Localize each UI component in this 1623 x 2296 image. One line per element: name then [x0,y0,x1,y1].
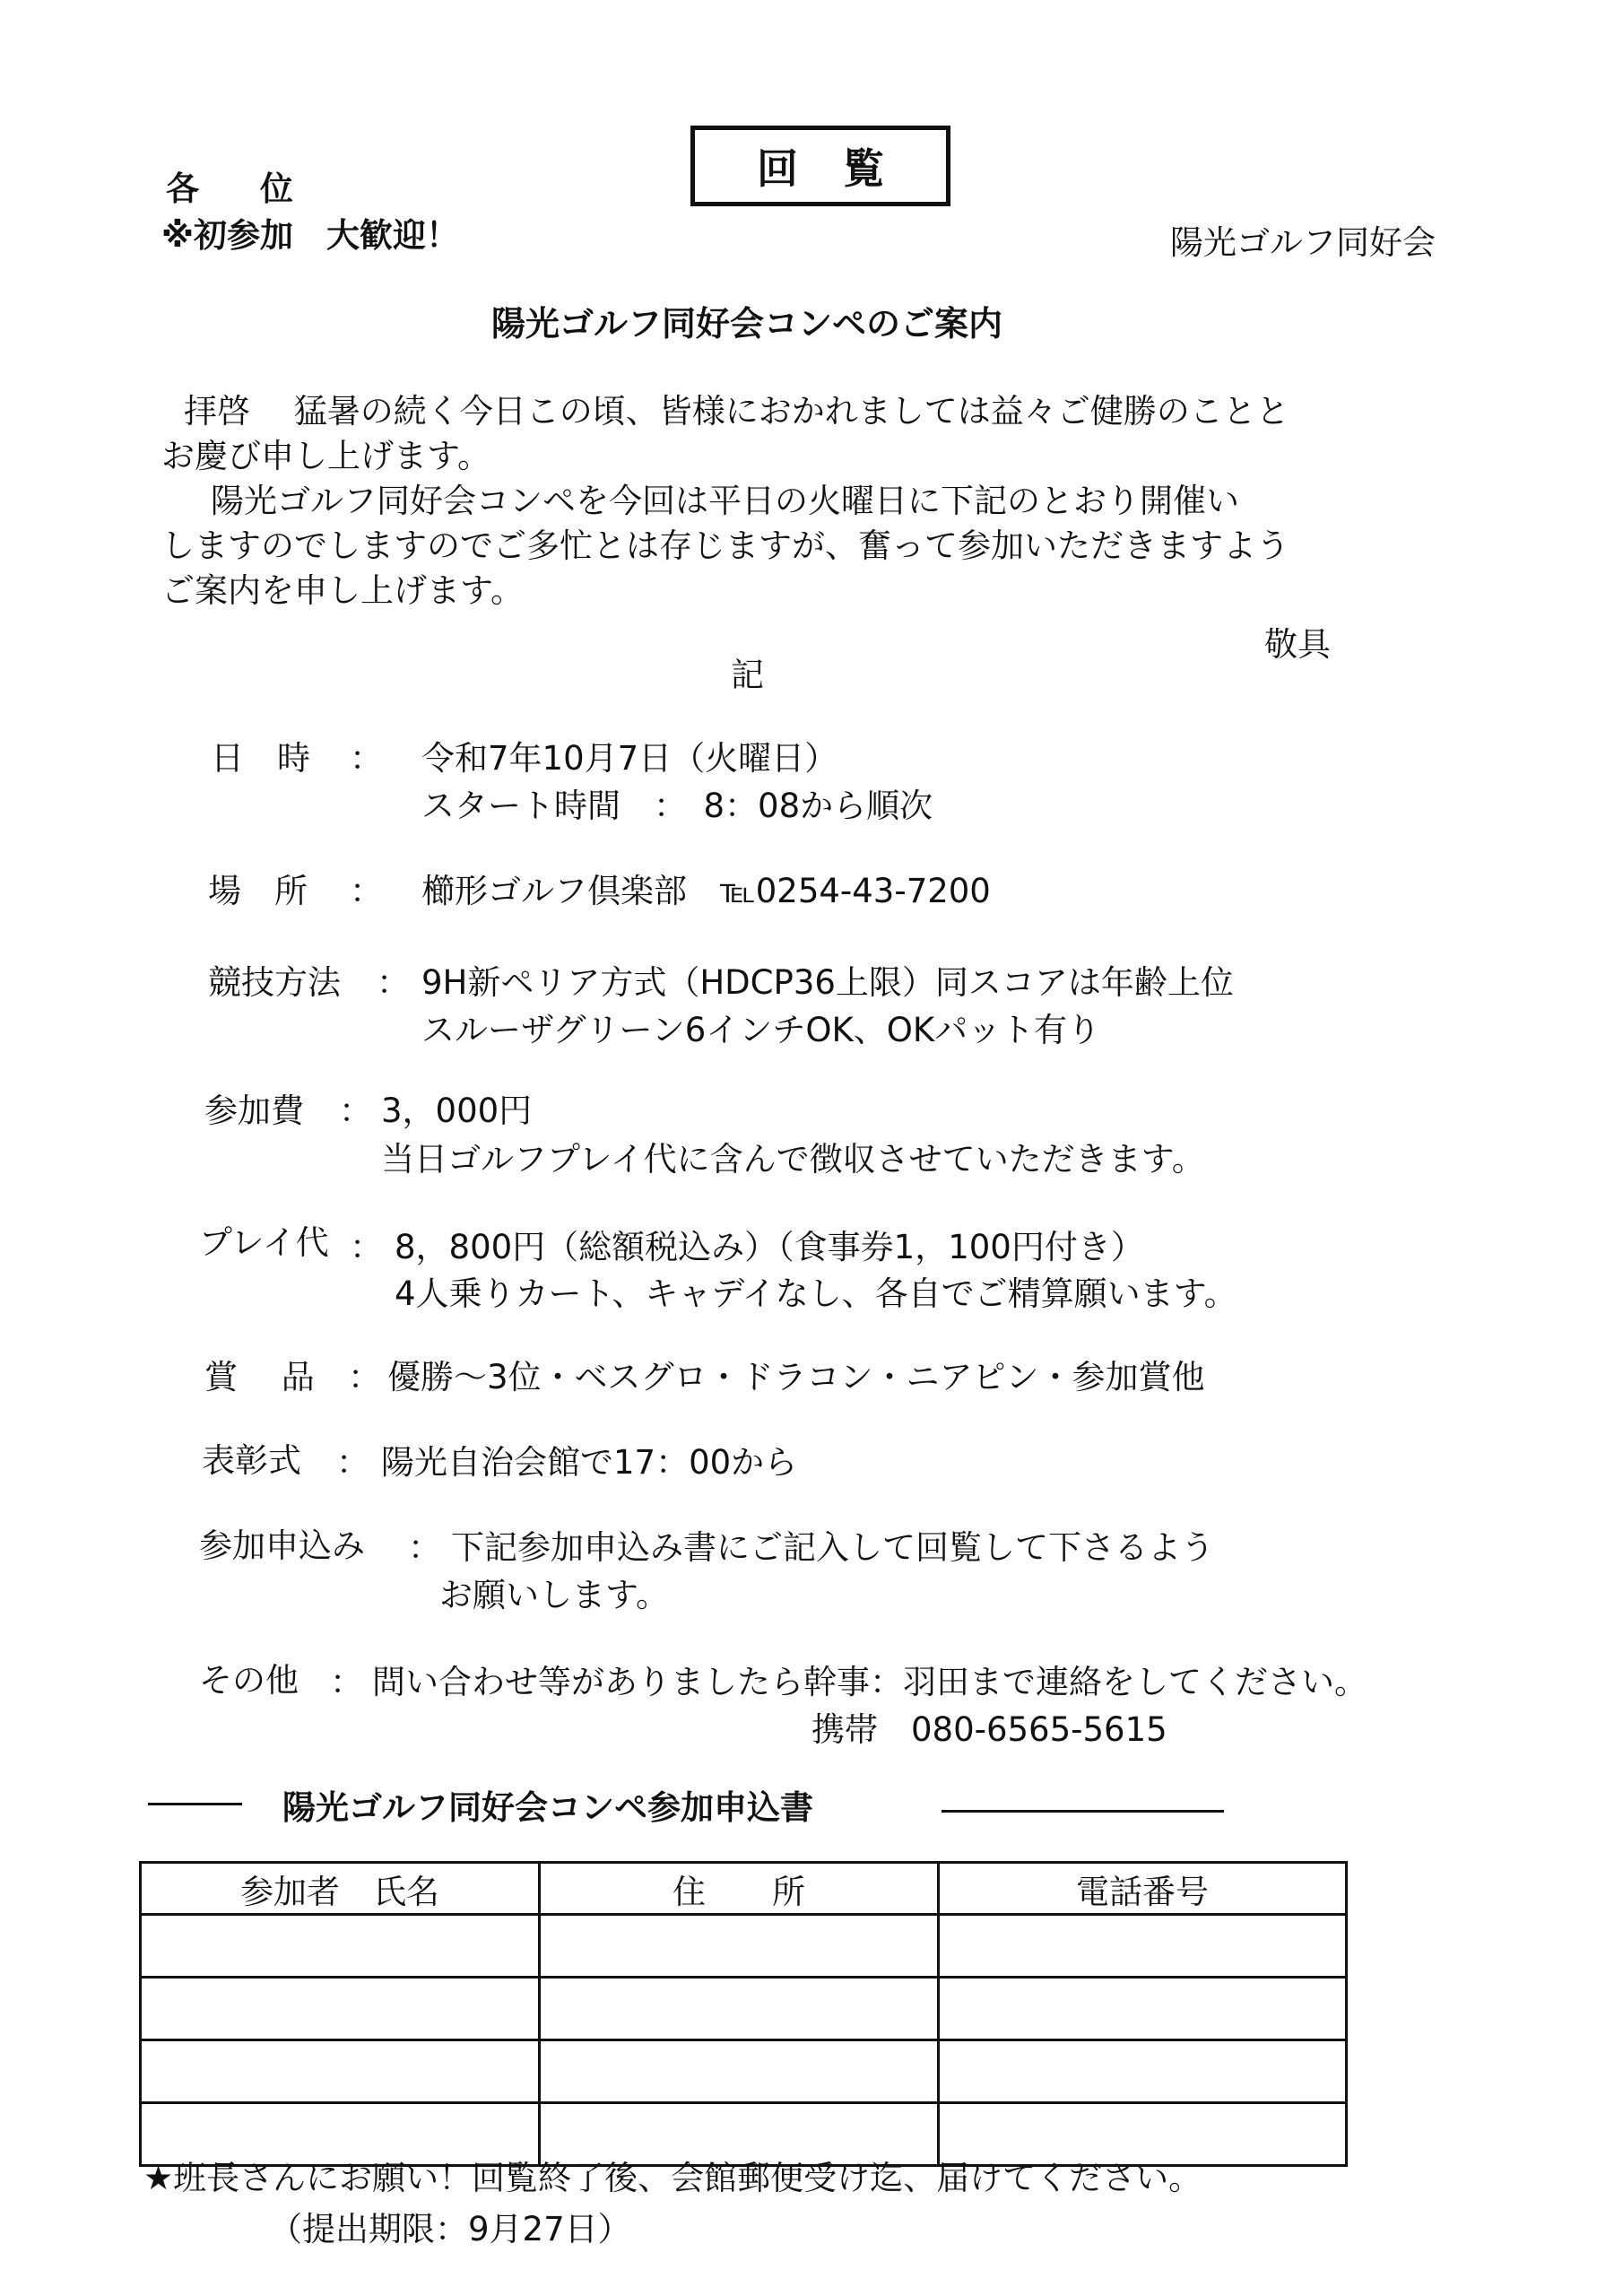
submission-deadline: （提出期限：9月27日） [269,2210,631,2248]
form-title: 陽光ゴルフ同好会コンペ参加申込書 [282,1788,813,1827]
phone-cell[interactable] [939,1978,1347,2040]
address-cell[interactable] [540,1978,939,2040]
detail-value: 問い合わせ等がありましたら幹事：羽田まで連絡をしてください。 [372,1663,1367,1701]
detail-label: 賞 品 [204,1358,315,1396]
detail-value: 下記参加申込み書にご記入して回覧して下さるよう [451,1528,1214,1567]
name-cell[interactable] [141,1978,540,2040]
detail-label: プレイ代 [199,1223,329,1262]
detail-value: 当日ゴルフプレイ代に含んで徴収させていただきます。 [381,1140,1205,1178]
detail-value: 優勝～3位・ベスグロ・ドラコン・ニアピン・参加賞他 [387,1358,1205,1396]
closing-keigu: 敬具 [1264,625,1331,664]
detail-value: スタート時間 ： 8：08から順次 [421,787,933,825]
detail-value: 令和7年10月7日（火曜日） [421,739,838,778]
detail-value: 4人乗りカート、キャデイなし、各自でご精算願います。 [395,1274,1237,1313]
detail-value: 携帯 080-6565-5615 [812,1710,1167,1749]
ki-marker: 記 [731,656,764,694]
detail-value: 3，000円 [381,1091,533,1130]
column-header-phone: 電話番号 [939,1863,1347,1915]
detail-colon: ： [348,1358,381,1396]
body-line-1: 拝啓 猛暑の続く今日この頃、皆様におかれましては益々ご健勝のことと [184,392,1289,430]
welcome-note: ※初参加 大歓迎！ [161,216,459,255]
detail-label: 参加申込み [199,1526,365,1565]
detail-label: 場 所 [208,872,308,910]
table-row [141,2040,1347,2103]
name-cell[interactable] [141,1915,540,1978]
table-row [141,1915,1347,1978]
page-title: 陽光ゴルフ同好会コンペのご案内 [491,304,1003,344]
name-cell[interactable] [141,2040,540,2103]
body-line-4: しますのでしますのでご多忙とは存じますが、奮って参加いただきますよう [161,526,1289,565]
footer-note: ★班長さんにお願い！回覧終了後、会館郵便受け迄、届けてください。 [143,2159,1202,2197]
table-header-row [141,1863,1347,1915]
detail-label: 日 時 [211,739,310,778]
detail-value: 9H新ペリア方式（HDCP36上限）同スコアは年齢上位 [421,963,1234,1002]
detail-colon: ： [330,1663,363,1701]
detail-colon: ： [350,739,383,778]
body-line-5: ご案内を申し上げます。 [161,571,525,610]
kairan-stamp: 回覧 [690,126,950,206]
detail-label: 競技方法 [208,963,341,1002]
detail-colon: ： [408,1528,441,1567]
address-cell[interactable] [540,1915,939,1978]
divider-left [148,1803,242,1805]
address-cell[interactable] [540,2040,939,2103]
detail-value: 陽光自治会館で17：00から [381,1443,798,1482]
table-row [141,1978,1347,2040]
detail-colon: ： [377,963,410,1002]
detail-colon: ： [350,872,383,910]
detail-colon: ： [350,1228,383,1266]
body-line-3: 陽光ゴルフ同好会コンペを今回は平日の火曜日に下記のとおり開催い [211,482,1239,520]
detail-label: 参加費 [204,1091,304,1130]
sender-name: 陽光ゴルフ同好会 [1170,223,1436,262]
phone-cell[interactable] [939,1915,1347,1978]
detail-colon: ： [336,1443,369,1482]
detail-label: その他 [199,1661,299,1700]
phone-cell[interactable] [939,2040,1347,2103]
detail-value: お願いします。 [439,1576,670,1614]
application-table [139,1861,1348,2167]
addressee: 各 位 [166,170,299,208]
body-line-2: お慶び申し上げます。 [161,437,491,475]
detail-colon: ： [339,1091,372,1130]
column-header-address: 住 所 [540,1863,939,1915]
detail-value: スルーザグリーン6インチOK、OKパット有り [421,1011,1101,1049]
divider-right [942,1810,1224,1813]
detail-label: 表彰式 [202,1441,301,1480]
detail-value: 8，800円（総額税込み）（食事券1，100円付き） [395,1228,1144,1266]
column-header-name: 参加者 氏名 [141,1863,540,1915]
detail-value: 櫛形ゴルフ倶楽部 ℡0254-43-7200 [421,872,991,910]
